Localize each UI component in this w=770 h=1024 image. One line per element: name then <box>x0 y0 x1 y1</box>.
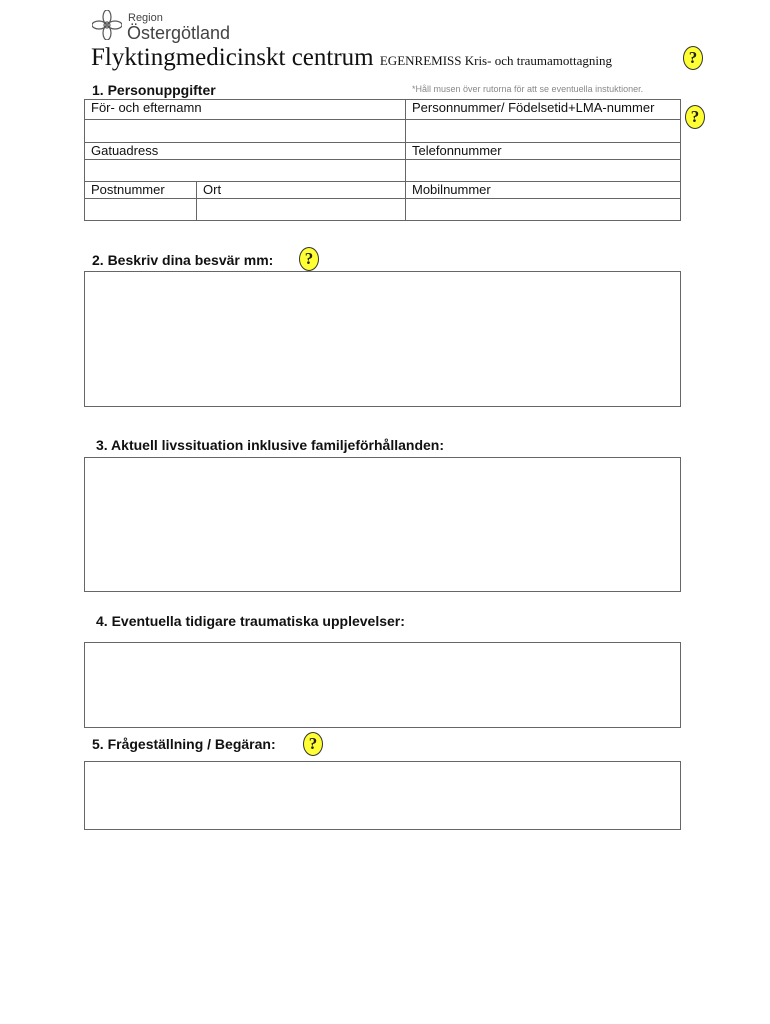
gatuadress-input[interactable] <box>84 159 406 182</box>
section-5-heading: 5. Frågeställning / Begäran: <box>92 736 276 752</box>
mobil-input[interactable] <box>405 198 681 221</box>
region-logo-icon <box>92 10 122 40</box>
personnummer-label-cell <box>405 99 681 120</box>
postnummer-label: Postnummer <box>91 182 165 197</box>
mobil-label-cell <box>405 181 681 199</box>
section-3-heading: 3. Aktuell livssituation inklusive familjeförhållanden: <box>96 437 445 453</box>
section-2-heading: 2. Beskriv dina besvär mm: <box>92 252 274 268</box>
gatuadress-label: Gatuadress <box>91 143 159 158</box>
trauma-textarea[interactable] <box>84 642 681 728</box>
personnummer-input[interactable] <box>405 119 681 143</box>
besvar-textarea[interactable] <box>84 271 681 407</box>
fragestallning-textarea[interactable] <box>84 761 681 830</box>
title-text: Flyktingmedicinskt centrum <box>91 44 374 71</box>
telefon-label-cell <box>405 142 681 160</box>
page-title <box>91 44 612 72</box>
gatuadress-label-cell <box>84 142 406 160</box>
telefon-label: Telefonnummer <box>412 143 502 158</box>
personnummer-label: Personnummer/ Födelsetid+LMA-nummer <box>412 100 655 115</box>
name-input[interactable] <box>84 119 406 143</box>
help-icon[interactable]: ? <box>685 105 705 129</box>
help-icon[interactable]: ? <box>303 732 323 756</box>
name-label: För- och efternamn <box>91 100 202 115</box>
postnummer-input[interactable] <box>84 198 197 221</box>
ort-label: Ort <box>203 182 222 197</box>
section-1-heading: 1. Personuppgifter <box>92 82 216 98</box>
postnummer-label-cell <box>84 181 197 199</box>
ort-input[interactable] <box>196 198 406 221</box>
name-label-cell <box>84 99 406 120</box>
mobil-label: Mobilnummer <box>412 182 491 197</box>
logo-region: Region <box>128 12 163 24</box>
subtitle-text: EGENREMISS Kris- och traumamottagning <box>379 53 613 68</box>
help-icon[interactable]: ? <box>683 46 703 70</box>
instruction-note: *Håll musen över rutorna för att se eventuella instuktioner. <box>412 84 644 94</box>
livssituation-textarea[interactable] <box>84 457 681 592</box>
ort-label-cell <box>196 181 406 199</box>
help-icon[interactable]: ? <box>299 247 319 271</box>
logo-name: Östergötland <box>127 23 231 43</box>
section-4-heading: 4. Eventuella tidigare traumatiska upplevelser: <box>96 613 405 629</box>
telefon-input[interactable] <box>405 159 681 182</box>
